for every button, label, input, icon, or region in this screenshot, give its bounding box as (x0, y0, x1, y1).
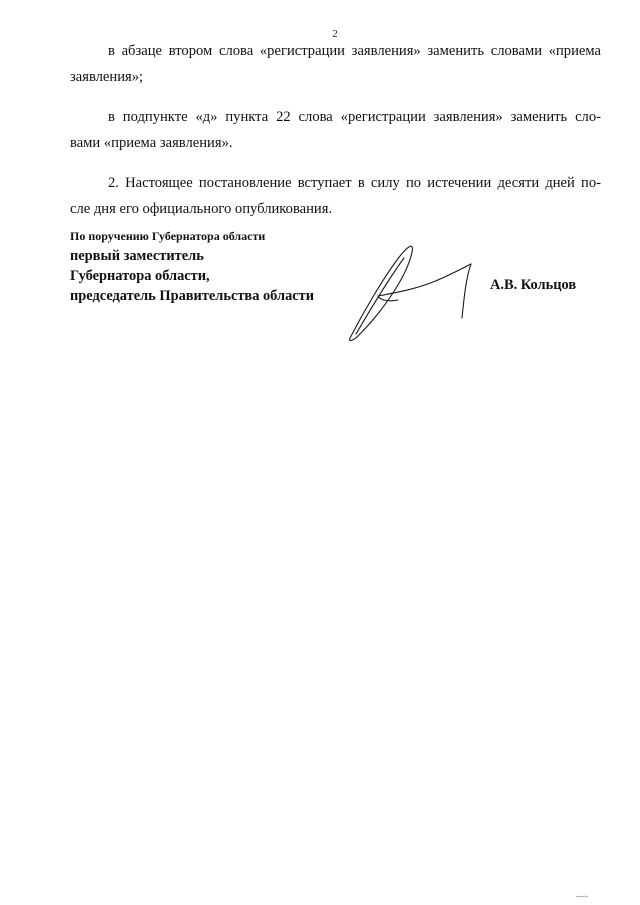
document-body (70, 38, 601, 222)
signer-position: первый заместитель (70, 248, 204, 264)
text-line: вами «приема заявления». (70, 135, 233, 151)
paragraph-3 (70, 170, 601, 222)
signer-name: А.В. Кольцов (490, 277, 577, 293)
text-line: 2. Настоящее постановление вступает в силу по истечении десяти дней по- (108, 175, 601, 191)
text-line: сле дня его официального опубликования. (70, 201, 333, 217)
handwritten-signature (338, 238, 488, 343)
text-line: заявления»; (70, 69, 144, 85)
signer-position: председатель Правительства области (70, 288, 315, 304)
signature-block (70, 226, 314, 306)
scan-mark (575, 893, 589, 899)
page-number: 2 (332, 28, 338, 40)
signature-assignment: По поручению Губернатора области (70, 229, 266, 243)
signer-position: Губернатора области, (70, 268, 210, 284)
paragraph-1 (70, 38, 601, 90)
text-line: в подпункте «д» пункта 22 слова «регистрации заявления» заменить сло- (108, 109, 601, 125)
text-line: в абзаце втором слова «регистрации заявления» заменить словами «приема (108, 43, 601, 59)
paragraph-2 (70, 104, 601, 156)
